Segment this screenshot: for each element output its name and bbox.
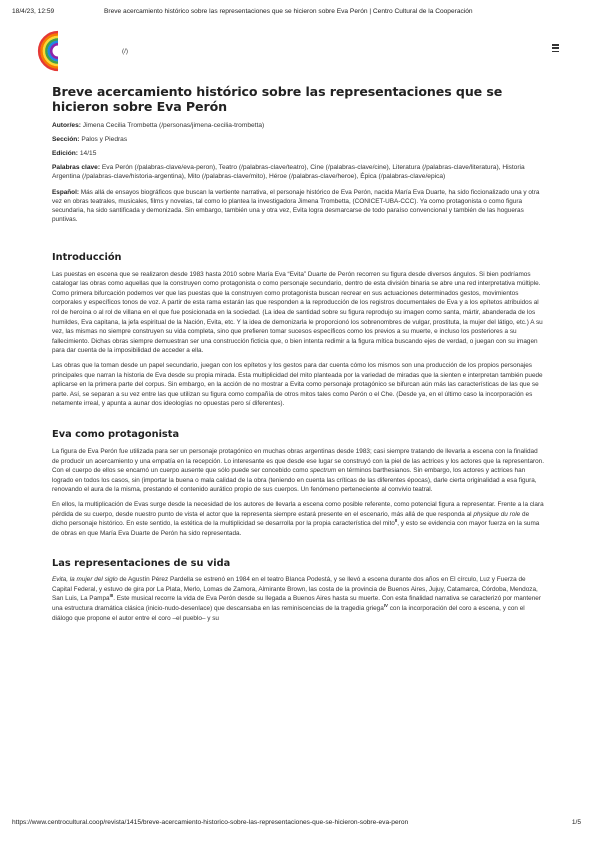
rainbow-logo-icon xyxy=(36,30,62,72)
article-edition xyxy=(52,149,546,158)
section-eva-como-protagonista xyxy=(52,429,546,538)
print-footer xyxy=(12,819,581,826)
author-link[interactable]: Jimena Cecilia Trombetta (/personas/jimena-cecilia-trombetta) xyxy=(82,122,265,129)
section-value: Palos y Piedras xyxy=(81,136,128,143)
keywords-label: Palabras clave: xyxy=(52,164,101,171)
article-abstract xyxy=(52,188,546,225)
paragraph: Las obras que la toman desde un papel secundario, juegan con los epítetos y los gestos para dar cuenta cómo los mismos son una producción de los propios personajes principales que narran la historia de Eva desde su propia mirada. Esta multiplicidad del mito planteada por la variedad de miradas que la sienten e interpretan también puede aplicarse en la primera parte del corpus. Sin embargo, en la acción de no mostrar a Evita como personaje protagónico se bifurcan aún más las características de las que se parte. Así, se separan a su vez entre las que utilizan su figura como compañía de otros mitos tales como Perón o el Che. (Desde ya, en el último caso la incorporación es netamente irreal, y apunta a aunar dos ideologías no opuestas pero sí diferentes). xyxy=(52,361,543,408)
print-url: https://www.centrocultural.coop/revista/1415/breve-acercamiento-historico-sobre-las-representaciones-que-se-hicieron-sobre-eva-peron xyxy=(12,819,409,826)
article-authors xyxy=(52,121,546,130)
paragraph: La figura de Eva Perón fue utilizada para ser un personaje protagónico en muchas obras argentinas desde 1983; casi siempre tratando de llevarla a escena con la finalidad de producir un acercamiento y una empatía en la recepción. Lo interesante es que desde ese lugar se construyó con la piel de las actrices y los actores que la representaron. Con el cuerpo de ellos se encarnó un cuerpo ausente que sólo puede ser concebido como spectrum en términos barthesianos. Sin embargo, los actores y actrices han logrado en todos los casos, sin (importar la buena o mala calidad de la obra (teniendo en cuenta las críticas de las diferentes épocas), darle cierta originalidad a esa figura, renovando el aura de la misma, prestando el contenido aurático propio de sus cuerpos. Un fenómeno perteneciente al convivio teatral. xyxy=(52,447,545,494)
edition-label: Edición: xyxy=(52,150,79,157)
article-title: Breve acercamiento histórico sobre las representaciones que se hicieron sobre Eva Perón xyxy=(52,84,503,114)
authors-label: Autor/es: xyxy=(52,122,81,129)
article-keywords xyxy=(52,163,546,182)
section-heading: Introducción xyxy=(52,251,122,263)
footnote-ref[interactable]: III xyxy=(109,593,114,599)
edition-value: 14/15 xyxy=(79,150,97,157)
section-las-representaciones xyxy=(52,558,546,623)
home-link[interactable]: (/) xyxy=(122,48,129,55)
print-page-number: 1/5 xyxy=(571,819,581,826)
site-logo[interactable] xyxy=(36,30,62,72)
print-header xyxy=(12,8,583,15)
footnote-ref[interactable]: II xyxy=(394,517,398,523)
site-header xyxy=(36,30,559,72)
paragraph: Las puestas en escena que se realizaron desde 1983 hasta 2010 sobre María Eva “Evita” Duarte de Perón recorren su figura desde diversos ángulos. Si bien podríamos catalogar las obras como aquellas que la construyen como protagonista o como personaje secundario, dentro de esta división binaria se abre una red interpretativa múltiple. Como primera bifurcación podemos ver que las puestas que la construyen como protagonista buscan recrear en sus actuaciones determinados gestos, movimientos corporales y específicos tonos de voz. A partir de esta rama estarán las que responden a la reproducción de los registros documentales de Eva y a los epítetos atribuidos al rol de heroína o al rol de villana en el que fue posicionada en la sociedad. (La idea de santidad sobre su figura reprodujo su imagen como santa, mártir, abanderada de los humildes, Eva capitana, la jefa espiritual de la Nación, Evita, etc. Y la idea de demonizarla le proporcionó los sobrenombres de vulgar, prostituta, la mujer del látigo, etc.) A su vez, las mismas no siempre construyen su vida completa, sino que prefieren tomar sucesos específicos como los previos a su muerte, e incluso los posteriores a su fallecimiento. Dichas obras siempre demuestran ser una construcción ficticia que, o bien intenta redimir a la figura mítica buscando ejes de verdad, o juegan con su imagen para dar cuenta de la imposibilidad de acceder a ella. xyxy=(52,270,543,355)
section-heading: Las representaciones de su vida xyxy=(52,558,231,570)
section-label: Sección: xyxy=(52,136,80,143)
paragraph: Evita, la mujer del siglo de Agustín Pérez Pardella se estrenó en 1984 en el teatro Blanca Podestá, y se llevó a escena durante dos años en El círculo, Luz y Fuerza de Capital Federal, y estuvo de gira por La Plata, Merlo, Lomas de Zamora, Almirante Brown, las costa de la provincia de Buenos Aires, Jujuy, Catamarca, Córdoba, Mendoza, San Luis, La Pampa$^{III}$. Este musical recorre la vida de Eva Perón desde su llegada a Buenos Aires hasta su muerte. Con esta finalidad narrativa se caracterizó por mantener una estructura dramática clásica (inicio-nudo-desenlace) que descansaba en las reminiscencias de la tragedia griega$^{IV}$ con la incorporación del coro a escena, y con el diálogo que propone el autor entre el coro –el pueblo– y su xyxy=(52,576,541,622)
abstract-text: Más allá de ensayos biográficos que buscan la vertiente narrativa, el personaje histórico de Eva Perón, nacida María Eva Duarte, ha sido ficcionalizado una y otra vez en obras teatrales, musicales, films y novelas, tal como lo plantea la investigadora Jimena Trombetta, (CONICET-UBA-CCC). Ya como protagonista o como figura secundaria, ha sido santificada y demonizada. Sin embargo, también una y otra vez, Evita logra desmarcarse de todo paraíso convencional y también de las hogueras puntivas. xyxy=(52,188,540,224)
logo-arc xyxy=(51,44,58,58)
section-introduccion xyxy=(52,252,546,409)
print-page-title: Breve acercamiento histórico sobre las representaciones que se hicieron sobre Eva Perón | Centro Cultural de la Cooperación xyxy=(104,8,473,15)
section-heading: Eva como protagonista xyxy=(52,428,180,440)
keywords-value[interactable]: Eva Perón (/palabras-clave/eva-peron), Teatro (/palabras-clave/teatro), Cine (/palabras-clave/cine), Literatura (/palabras-clave/literatura), Historia Argentina (/palabras-clave/historia-argentina), Mito (/palabras-clave/mito), Héroe (/palabras-clave/heroe), Épica (/palabras-clave/epica) xyxy=(52,164,525,181)
footnote-ref[interactable]: IV xyxy=(383,602,388,608)
paragraph: En ellos, la multiplicación de Evas surge desde la necesidad de los autores de llevarla a escena como posible referente, como potencial figura a representar. Frente a la clara pérdida de su cuerpo, desde nuestro punto de vista el actor que la representa siempre estará presente en el escenario, más allá de que responda al physique du role de dicho personaje histórico. En este sentido, la estética de la multiplicidad se desarrolla por la propia característica del mito$^{II}$, y esto se evidencia con mayor fuerza en la suma de obras en que María Eva Duarte de Perón ha sido representada. xyxy=(52,500,544,537)
abstract-label: Español: xyxy=(52,188,79,196)
article xyxy=(52,84,546,628)
print-timestamp: 18/4/23, 12:59 xyxy=(12,8,55,15)
hamburger-menu-icon[interactable] xyxy=(552,44,559,52)
article-section xyxy=(52,135,546,144)
